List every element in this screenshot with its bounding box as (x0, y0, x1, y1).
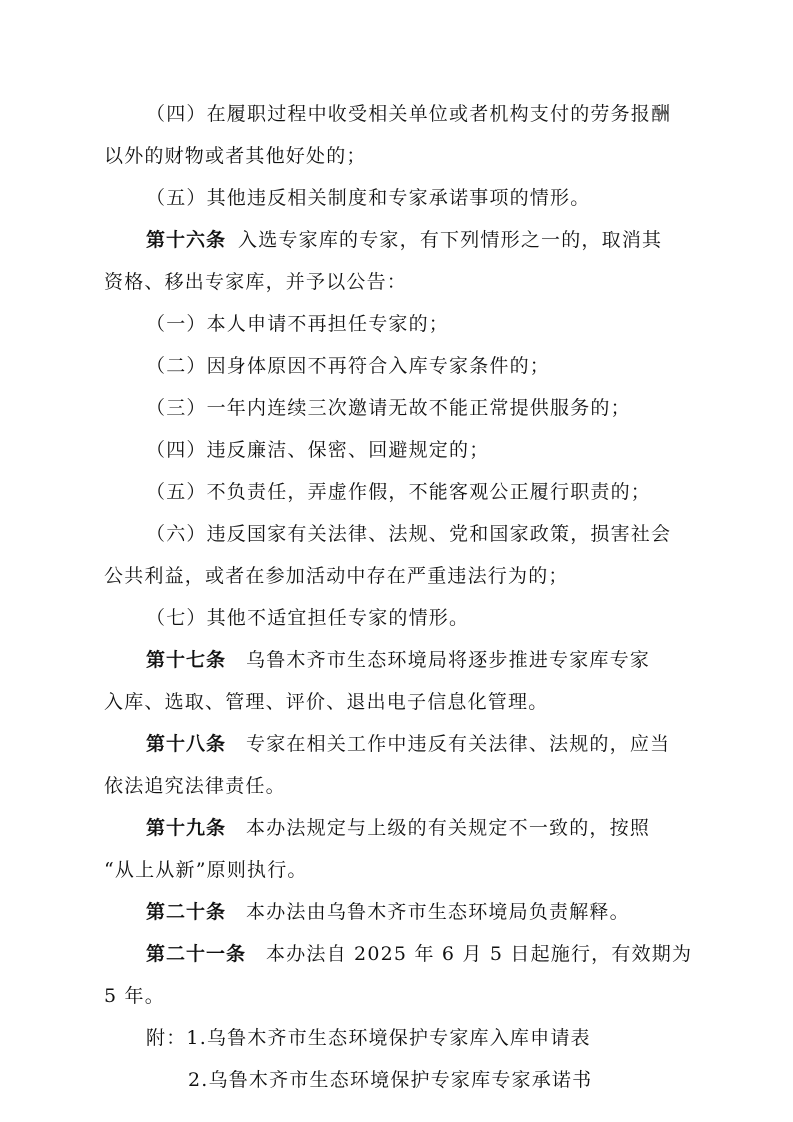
article-heading: 第十八条 (146, 733, 227, 755)
article-text: 专家在相关工作中违反有关法律、法规的，应当 (246, 733, 671, 755)
attachment-item: 2.乌鲁木齐市生态环境保护专家库专家承诺书 (188, 1069, 593, 1091)
paragraph-line: 资格、移出专家库，并予以公告： (104, 271, 408, 293)
list-item: （六）违反国家有关法律、法规、党和国家政策，损害社会 (146, 523, 672, 545)
attachment-item: 1.乌鲁木齐市生态环境保护专家库入库申请表 (186, 1027, 591, 1049)
article-text: 乌鲁木齐市生态环境局将逐步推进专家库专家 (246, 649, 651, 671)
article-17 (146, 647, 694, 673)
article-20 (146, 899, 694, 925)
paragraph-line: 入库、选取、管理、评价、退出电子信息化管理。 (104, 691, 549, 713)
paragraph-line: （五）其他违反相关制度和专家承诺事项的情形。 (146, 187, 591, 209)
article-text: 本办法自 2025 年 6 月 5 日起施行，有效期为 (266, 943, 693, 965)
article-heading: 第十九条 (146, 817, 227, 839)
article-heading: 第二十条 (146, 901, 227, 923)
article-heading: 第二十一条 (146, 943, 247, 965)
paragraph-line: （四）在履职过程中收受相关单位或者机构支付的劳务报酬 (146, 103, 672, 125)
paragraph-line: “从上从新”原则执行。 (104, 859, 308, 881)
article-16 (146, 227, 694, 253)
article-text: 入选专家库的专家，有下列情形之一的，取消其 (238, 229, 663, 251)
article-text: 本办法规定与上级的有关规定不一致的，按照 (246, 817, 651, 839)
list-item: （三）一年内连续三次邀请无故不能正常提供服务的； (146, 397, 631, 419)
article-heading: 第十六条 (146, 229, 227, 251)
attachments-label: 附： (146, 1027, 187, 1049)
article-21 (146, 941, 694, 967)
list-item: 公共利益，或者在参加活动中存在严重违法行为的； (104, 565, 569, 587)
article-18 (146, 731, 694, 757)
article-heading: 第十七条 (146, 649, 227, 671)
list-item: （二）因身体原因不再符合入库专家条件的； (146, 355, 551, 377)
paragraph-line: 依法追究法律责任。 (104, 775, 286, 797)
paragraph-line: 以外的财物或者其他好处的； (104, 145, 367, 167)
paragraph-line: 5 年。 (104, 985, 165, 1007)
attachments (146, 1025, 694, 1051)
list-item: （五）不负责任，弄虚作假，不能客观公正履行职责的； (146, 481, 652, 503)
list-item: （一）本人申请不再担任专家的； (146, 313, 450, 335)
list-item: （七）其他不适宜担任专家的情形。 (146, 607, 470, 629)
article-text: 本办法由乌鲁木齐市生态环境局负责解释。 (246, 901, 630, 923)
list-item: （四）违反廉洁、保密、回避规定的； (146, 439, 490, 461)
article-19 (146, 815, 694, 841)
